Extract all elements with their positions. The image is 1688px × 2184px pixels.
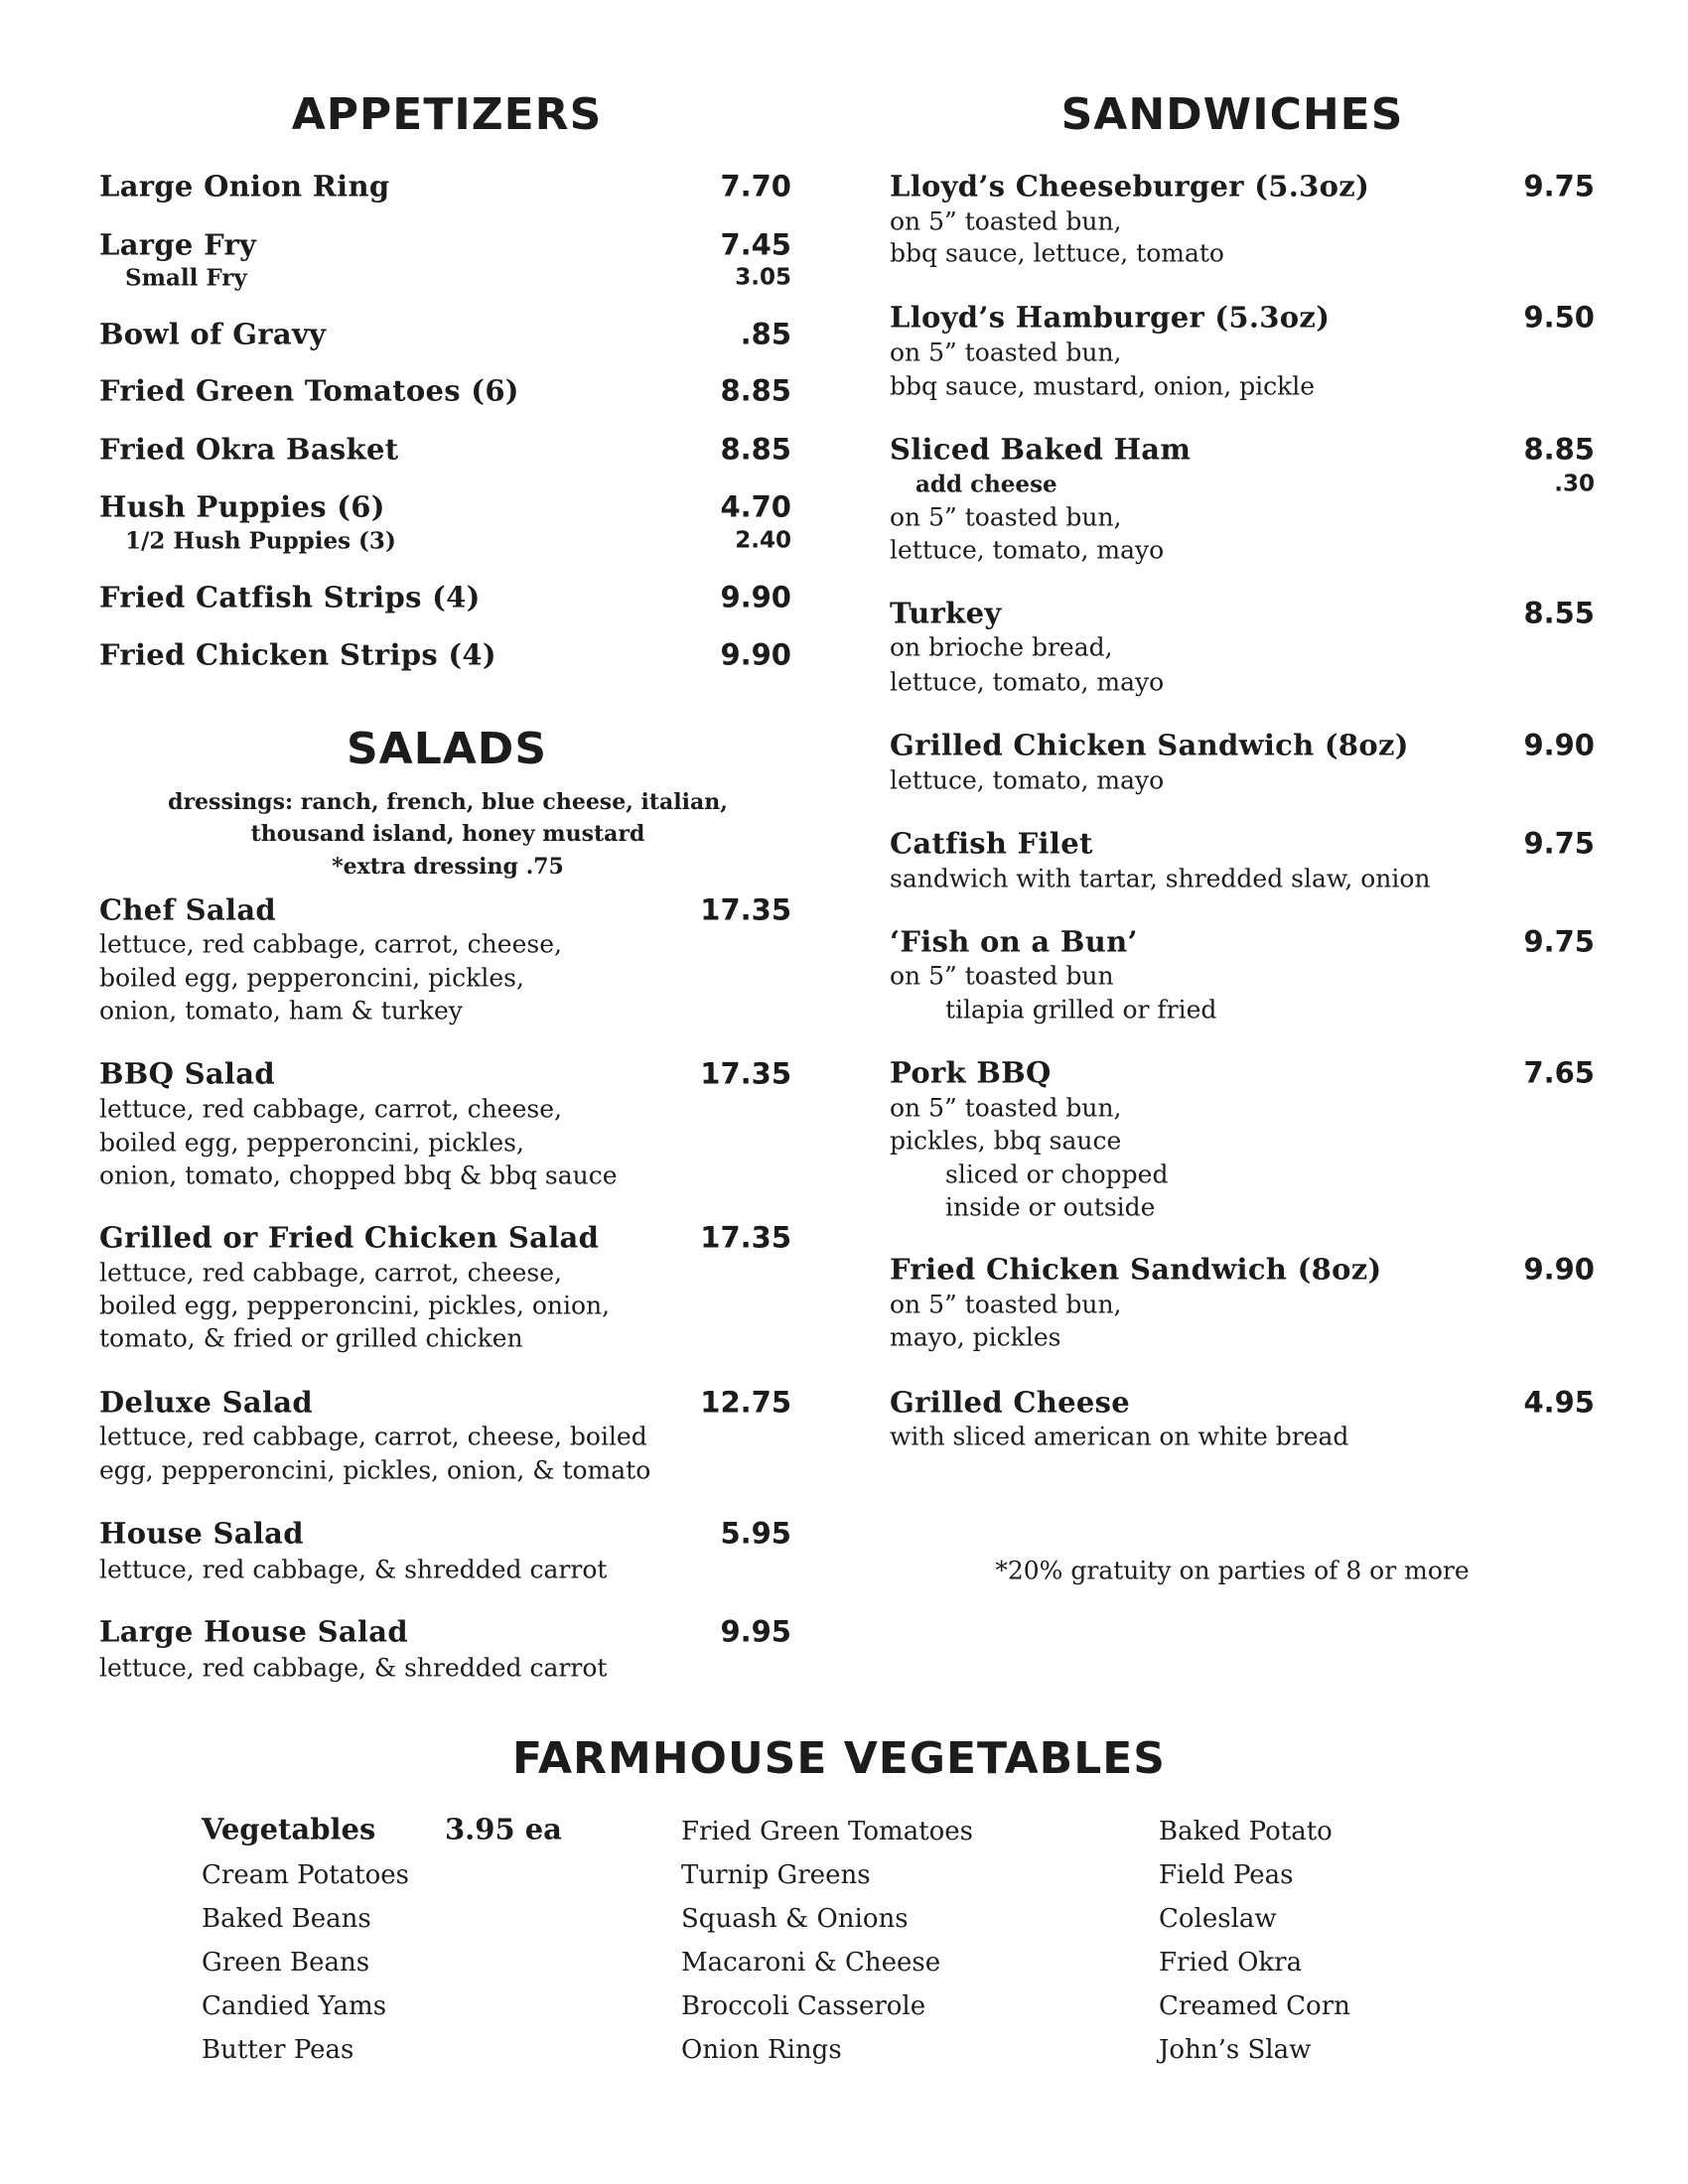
menu-item-price: 9.75 [1523,169,1595,204]
menu-subitem-name: 1/2 Hush Puppies (3) [125,527,396,555]
menu-item-price: 8.55 [1523,596,1595,630]
menu-item-price: .85 [740,317,791,351]
menu-item-desc: lettuce, tomato, mayo [890,765,1165,795]
menu-item-desc: on 5” toasted bun, [890,206,1122,236]
vegetable-item: Broccoli Casserole [681,1991,926,2021]
menu-subitem-price: 2.40 [735,527,791,554]
menu-item-price: 4.95 [1523,1385,1595,1420]
dressings-line: thousand island, honey mustard [250,821,645,847]
menu-item-price: 17.35 [700,1056,791,1091]
menu-item-desc: tilapia grilled or fried [945,995,1217,1024]
menu-item-desc: tomato, & fried or grilled chicken [99,1323,523,1353]
menu-item-price: 7.70 [720,169,791,204]
menu-item-name: Grilled Cheese [890,1385,1130,1420]
menu-item-price: 9.75 [1523,826,1595,861]
vegetable-item: Fried Okra [1159,1948,1303,1978]
menu-item-name: Large Onion Ring [99,169,390,204]
add-cheese-price: .30 [1554,471,1595,497]
menu-item-name: Hush Puppies (6) [99,489,385,524]
menu-item-name: Fried Okra Basket [99,432,399,467]
menu-item-price: 9.50 [1523,300,1595,335]
menu-item-price: 7.65 [1523,1055,1595,1090]
menu-item-name: Lloyd’s Cheeseburger (5.3oz) [890,169,1370,204]
menu-item-price: 4.70 [720,489,791,524]
menu-item-desc: boiled egg, pepperoncini, pickles, onion, [99,1291,611,1320]
vegetables-title: FARMHOUSE VEGETABLES [512,1733,1166,1784]
menu-item-desc: lettuce, red cabbage, carrot, cheese, [99,1094,562,1124]
menu-item-desc: on 5” toasted bun, [890,338,1122,367]
menu-item-price: 8.85 [720,432,791,467]
vegetable-item: Field Peas [1159,1860,1294,1890]
vegetable-item: Baked Potato [1159,1817,1333,1846]
vegetable-item: Candied Yams [202,1991,387,2021]
menu-subitem-name: Small Fry [125,264,247,292]
menu-item-name: Grilled Chicken Sandwich (8oz) [890,728,1409,762]
menu-item-price: 5.95 [720,1516,791,1551]
menu-item-name: Fried Green Tomatoes (6) [99,373,519,408]
menu-item-name: Turkey [890,596,1002,630]
menu-item-desc: on 5” toasted bun, [890,1093,1122,1123]
menu-item-desc: inside or outside [945,1192,1156,1222]
menu-item-name: House Salad [99,1516,304,1551]
vegetable-item: Squash & Onions [681,1904,909,1934]
menu-item-price: 9.95 [720,1614,791,1649]
menu-item-name: Fried Catfish Strips (4) [99,580,481,614]
salads-title: SALADS [346,724,548,774]
vegetable-item: Butter Peas [202,2035,354,2065]
menu-item-desc: bbq sauce, mustard, onion, pickle [890,371,1316,401]
sandwiches-title: SANDWICHES [1060,89,1404,140]
appetizers-title: APPETIZERS [291,89,603,140]
extra-dressing-note: *extra dressing .75 [332,854,564,880]
menu-item-desc: on 5” toasted bun, [890,502,1122,532]
menu-item-price: 9.90 [720,637,791,672]
menu-item-name: Large Fry [99,227,257,262]
menu-item-name: Catfish Filet [890,826,1093,861]
menu-item-price: 17.35 [700,1220,791,1255]
menu-item-desc: mayo, pickles [890,1322,1061,1352]
menu-item-desc: sandwich with tartar, shredded slaw, onion [890,864,1431,893]
vegetable-item: Turnip Greens [681,1860,871,1890]
menu-item-desc: boiled egg, pepperoncini, pickles, [99,1128,524,1158]
menu-subitem-price: 3.05 [735,264,791,291]
menu-item-name: Lloyd’s Hamburger (5.3oz) [890,300,1331,335]
vegetable-item: Macaroni & Cheese [681,1948,941,1978]
vegetable-item: Coleslaw [1159,1904,1277,1934]
menu-item-name: Grilled or Fried Chicken Salad [99,1220,600,1255]
menu-item-desc: on 5” toasted bun [890,961,1114,991]
menu-item-price: 12.75 [700,1385,791,1420]
menu-item-price: 9.90 [1523,1252,1595,1287]
menu-item-desc: sliced or chopped [945,1160,1169,1189]
vegetables-price: 3.95 ea [445,1812,562,1846]
menu-item-name: Deluxe Salad [99,1385,313,1420]
vegetable-item: Cream Potatoes [202,1860,410,1890]
menu-item-name: ‘Fish on a Bun’ [890,924,1138,959]
menu-item-price: 8.85 [720,373,791,408]
menu-item-desc: on brioche bread, [890,632,1113,662]
menu-item-desc: egg, pepperoncini, pickles, onion, & tomato [99,1455,651,1485]
vegetable-item: Fried Green Tomatoes [681,1817,974,1846]
menu-item-name: Bowl of Gravy [99,317,327,351]
menu-item-desc: lettuce, red cabbage, carrot, cheese, [99,929,562,959]
menu-item-price: 7.45 [720,227,791,262]
menu-item-name: Sliced Baked Ham [890,432,1192,467]
menu-item-desc: lettuce, tomato, mayo [890,667,1165,697]
menu-item-desc: onion, tomato, chopped bbq & bbq sauce [99,1160,618,1190]
menu-item-desc: with sliced american on white bread [890,1422,1349,1451]
menu-item-name: Fried Chicken Sandwich (8oz) [890,1252,1382,1287]
menu-item-desc: lettuce, red cabbage, & shredded carrot [99,1555,608,1584]
menu-item-price: 8.85 [1523,432,1595,467]
menu-item-price: 9.90 [720,580,791,614]
vegetables-label: Vegetables [202,1812,376,1846]
menu-item-name: Chef Salad [99,892,277,927]
menu-item-desc: lettuce, tomato, mayo [890,535,1165,565]
menu-item-desc: bbq sauce, lettuce, tomato [890,238,1224,268]
menu-item-name: BBQ Salad [99,1056,275,1091]
menu-item-desc: lettuce, red cabbage, carrot, cheese, boiled [99,1422,647,1451]
menu-item-desc: pickles, bbq sauce [890,1126,1122,1156]
menu-item-name: Fried Chicken Strips (4) [99,637,496,672]
menu-item-name: Large House Salad [99,1614,408,1649]
gratuity-note: *20% gratuity on parties of 8 or more [995,1556,1470,1585]
menu-item-desc: onion, tomato, ham & turkey [99,996,463,1025]
menu-item-name: Pork BBQ [890,1055,1052,1090]
menu-item-price: 9.90 [1523,728,1595,762]
add-cheese-option: add cheese [915,471,1057,498]
menu-item-desc: on 5” toasted bun, [890,1290,1122,1319]
menu-item-desc: boiled egg, pepperoncini, pickles, [99,963,524,993]
vegetable-item: Green Beans [202,1948,370,1978]
menu-item-desc: lettuce, red cabbage, carrot, cheese, [99,1258,562,1288]
vegetable-item: Baked Beans [202,1904,371,1934]
vegetable-item: Creamed Corn [1159,1991,1350,2021]
menu-item-desc: lettuce, red cabbage, & shredded carrot [99,1653,608,1683]
vegetable-item: John’s Slaw [1159,2035,1312,2065]
vegetable-item: Onion Rings [681,2035,842,2065]
menu-item-price: 9.75 [1523,924,1595,959]
menu-item-price: 17.35 [700,892,791,927]
dressings-line: dressings: ranch, french, blue cheese, italian, [168,789,728,815]
